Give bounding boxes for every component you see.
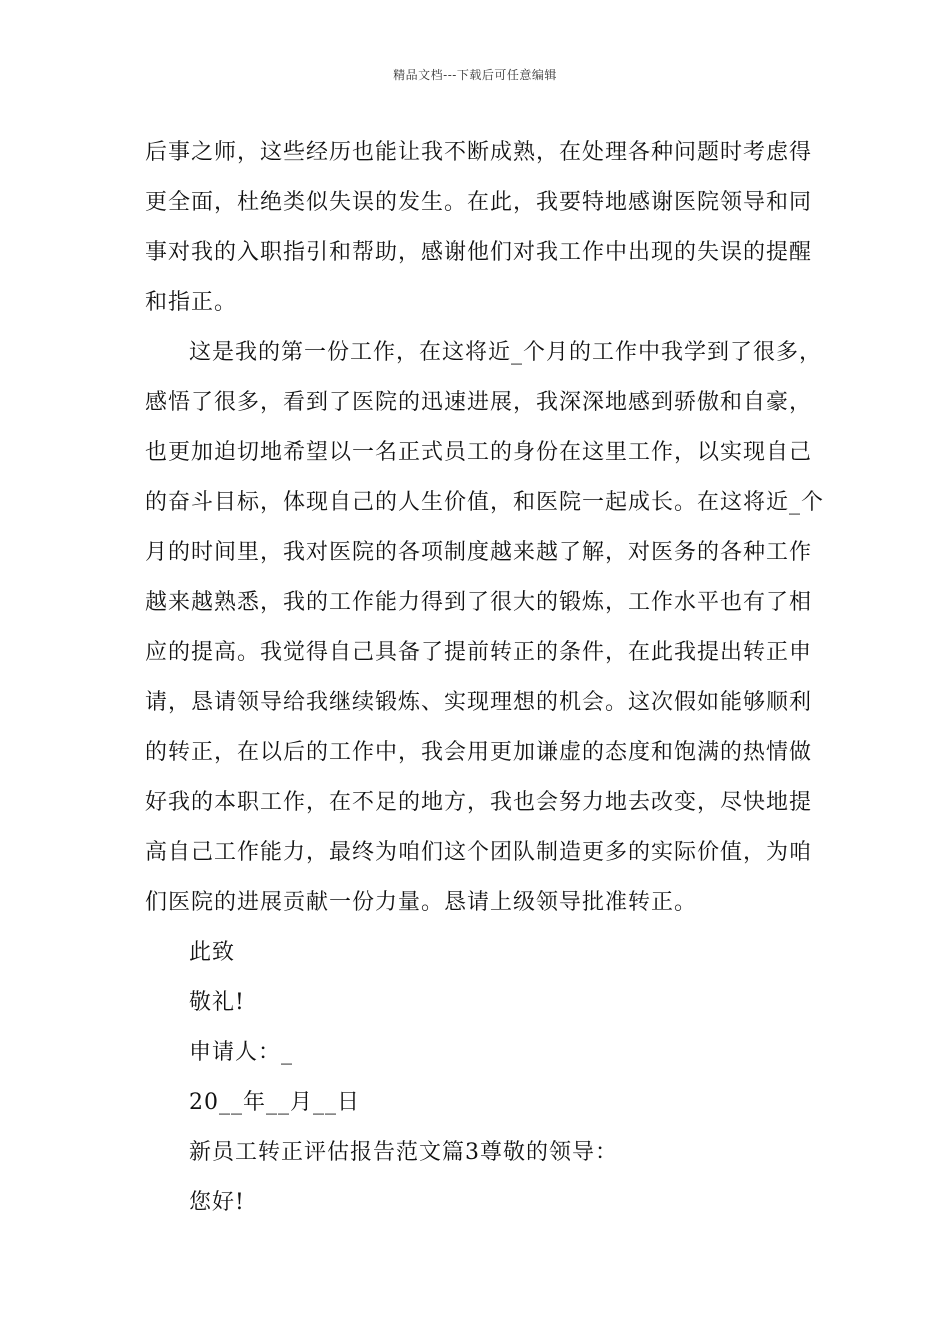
closing-regards: 敬礼! (189, 990, 245, 1015)
text-line: 事对我的入职指引和帮助，感谢他们对我工作中出现的失误的提醒 (145, 240, 813, 265)
text-line: 高自己工作能力，最终为咱们这个团队制造更多的实际价值，为咱 (145, 840, 813, 865)
section-heading: 新员工转正评估报告范文篇3尊敬的领导： (189, 1140, 618, 1165)
closing-salutation: 此致 (189, 940, 236, 965)
text-line: 们医院的进展贡献一份力量。恳请上级领导批准转正。 (145, 890, 698, 915)
text-line: 的转正，在以后的工作中，我会用更加谦虚的态度和饱满的热情做 (145, 740, 813, 765)
text-line: 越来越熟悉，我的工作能力得到了很大的锻炼，工作水平也有了相 (145, 590, 813, 615)
text-line: 应的提高。我觉得自己具备了提前转正的条件，在此我提出转正申 (145, 640, 813, 665)
text-line: 更全面，杜绝类似失误的发生。在此，我要特地感谢医院领导和同 (145, 190, 813, 215)
text-line: 月的时间里，我对医院的各项制度越来越了解，对医务的各种工作 (145, 540, 813, 565)
text-line: 请，恳请领导给我继续锻炼、实现理想的机会。这次假如能够顺利 (145, 690, 813, 715)
text-line: 和指正。 (145, 290, 238, 315)
text-line: 感悟了很多，看到了医院的迅速进展，我深深地感到骄傲和自豪， (145, 390, 813, 415)
applicant-line: 申请人：_ (189, 1040, 294, 1065)
page-header: 精品文档---下载后可任意编辑 (393, 68, 557, 82)
text-line: 这是我的第一份工作，在这将近_个月的工作中我学到了很多， (189, 340, 823, 365)
date-line: 20__年__月__日 (189, 1090, 360, 1115)
text-line: 好我的本职工作，在不足的地方，我也会努力地去改变，尽快地提 (145, 790, 813, 815)
text-line: 的奋斗目标，体现自己的人生价值，和医院一起成长。在这将近_个 (145, 490, 825, 515)
text-line: 也更加迫切地希望以一名正式员工的身份在这里工作，以实现自己 (145, 440, 813, 465)
text-line: 后事之师，这些经历也能让我不断成熟，在处理各种问题时考虑得 (145, 140, 813, 165)
document-body (145, 128, 825, 1228)
greeting-line: 您好! (189, 1190, 245, 1215)
